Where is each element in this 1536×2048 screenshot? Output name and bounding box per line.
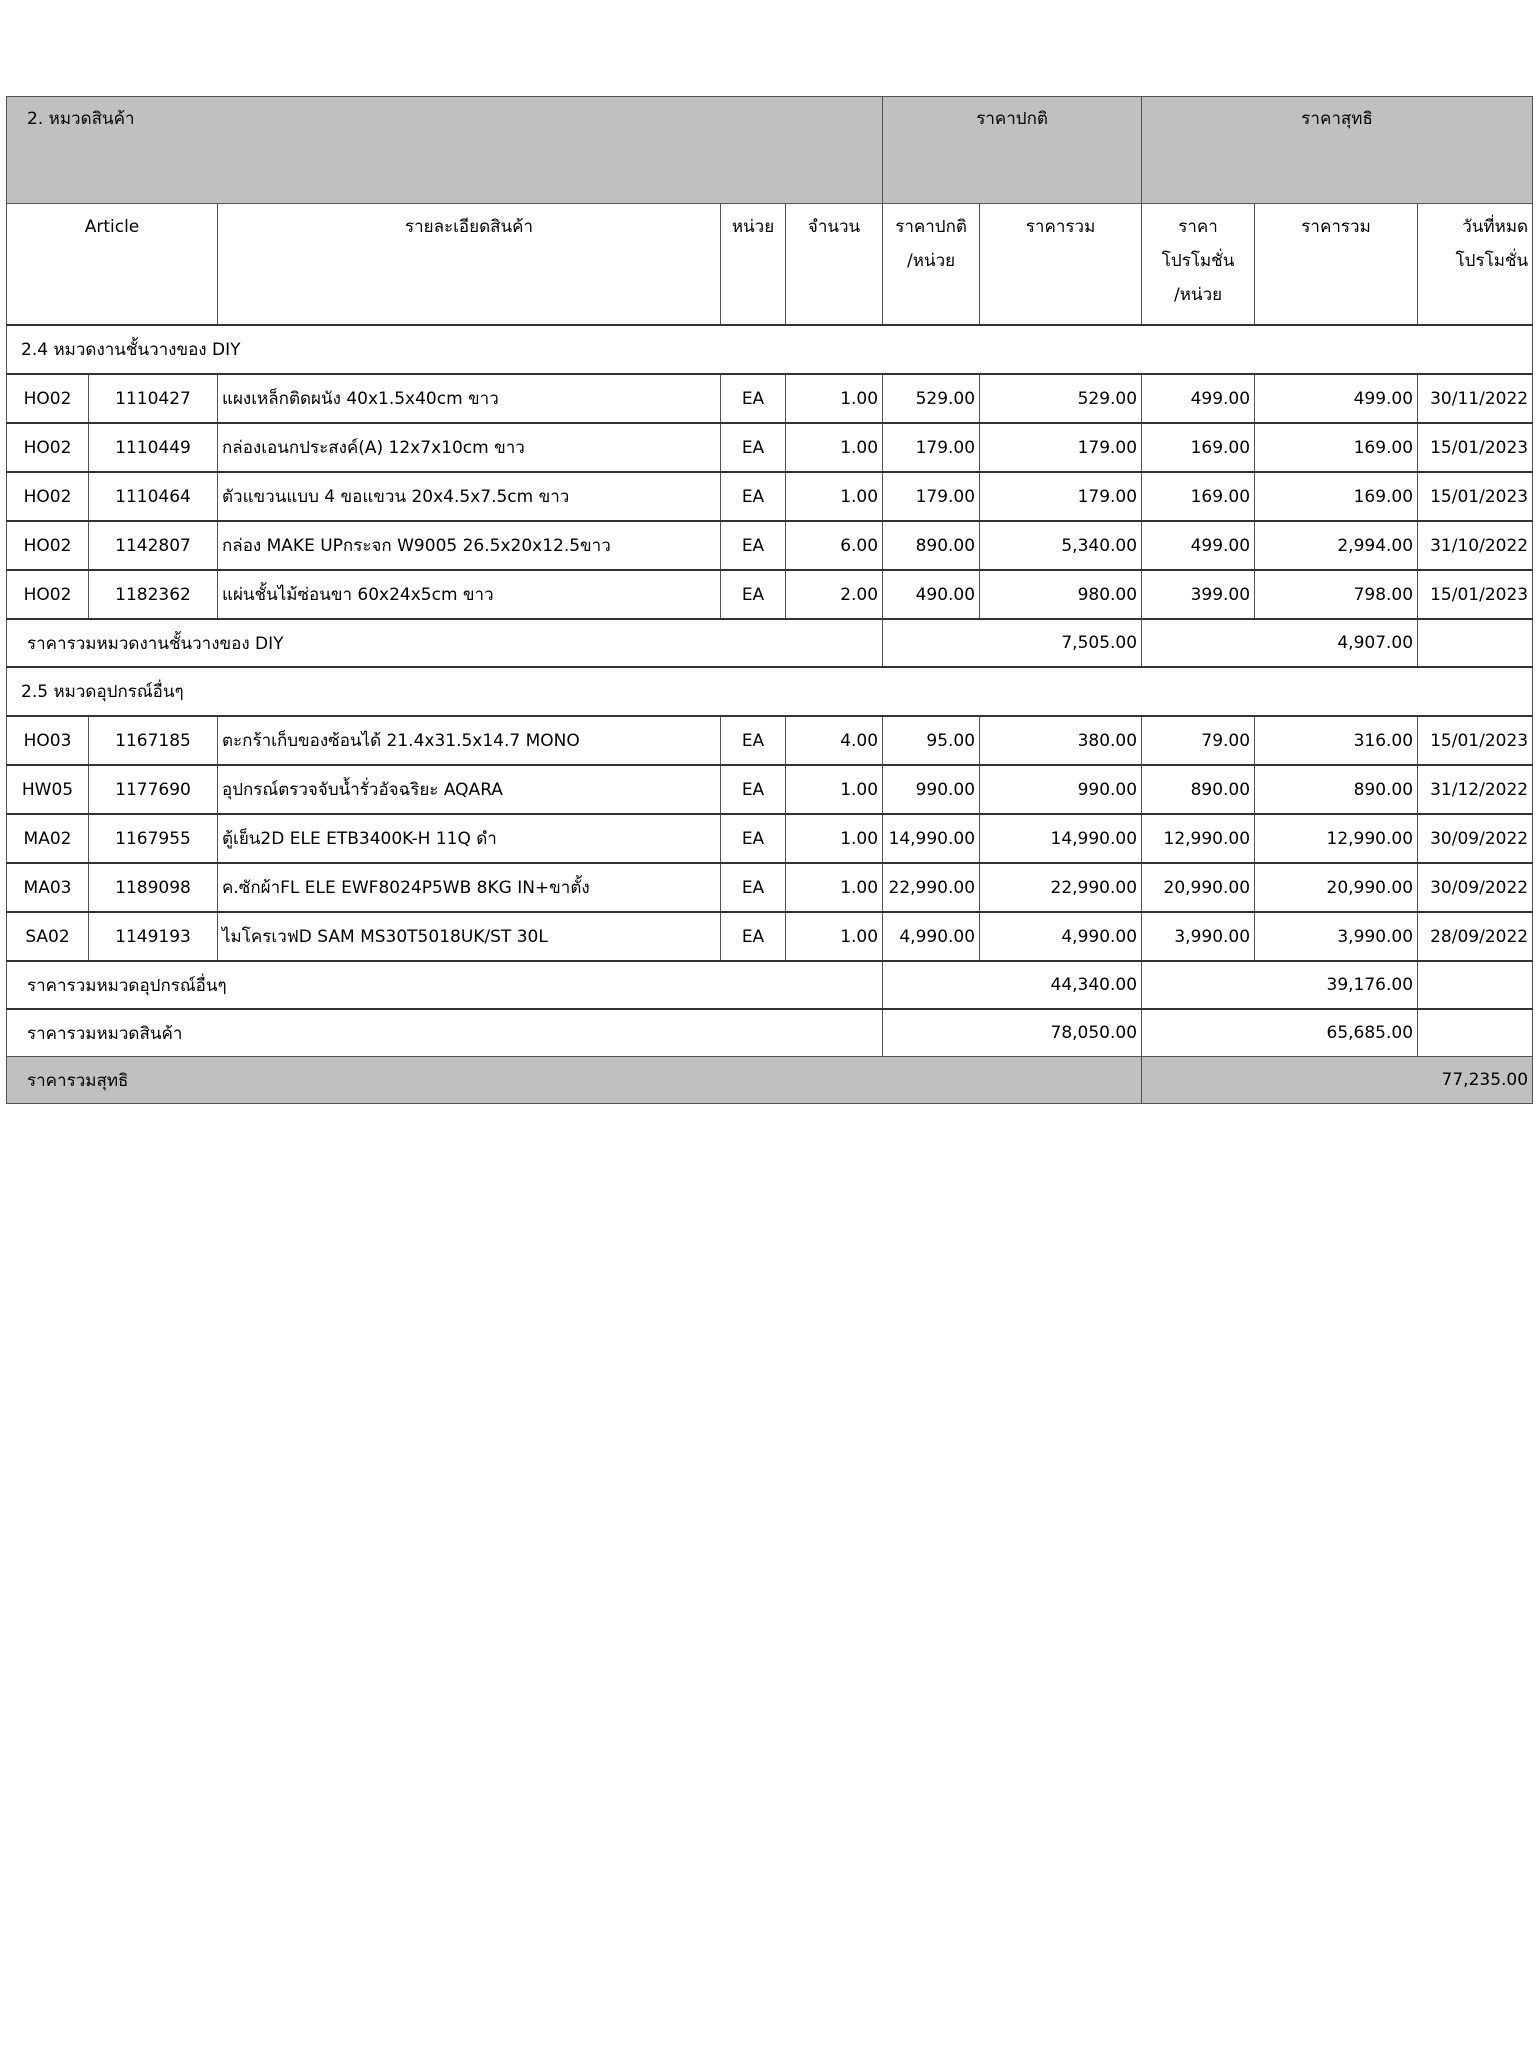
product-code: HO02 — [7, 374, 89, 423]
col-article: Article — [7, 204, 218, 326]
regular-unit-price: 95.00 — [883, 716, 980, 765]
unit: EA — [721, 423, 786, 472]
quantity: 2.00 — [786, 570, 883, 619]
subtotal-net: 4,907.00 — [1142, 619, 1418, 667]
col-description: รายละเอียดสินค้า — [218, 204, 721, 326]
product-description: กล่องเอนกประสงค์(A) 12x7x10cm ขาว — [218, 423, 721, 472]
quantity: 1.00 — [786, 863, 883, 912]
product-code: HO02 — [7, 521, 89, 570]
regular-total: 4,990.00 — [980, 912, 1142, 961]
quantity: 1.00 — [786, 423, 883, 472]
subtotal-label: ราคารวมหมวดอุปกรณ์อื่นๆ — [7, 961, 883, 1009]
regular-unit-price: 890.00 — [883, 521, 980, 570]
regular-total: 22,990.00 — [980, 863, 1142, 912]
net-price-header: ราคาสุทธิ — [1142, 97, 1533, 204]
category-total-regular: 78,050.00 — [883, 1009, 1142, 1057]
promo-unit-price: 499.00 — [1142, 521, 1255, 570]
promo-end-date: 15/01/2023 — [1418, 570, 1533, 619]
regular-total: 980.00 — [980, 570, 1142, 619]
article-number: 1110449 — [89, 423, 218, 472]
regular-total: 5,340.00 — [980, 521, 1142, 570]
regular-price-header: ราคาปกติ — [883, 97, 1142, 204]
col-reg-price — [883, 204, 980, 326]
category-total-label: ราคารวมหมวดสินค้า — [7, 1009, 883, 1057]
product-code: HO02 — [7, 570, 89, 619]
table-row — [7, 521, 1533, 570]
group-title-row — [7, 325, 1533, 374]
article-number: 1167955 — [89, 814, 218, 863]
promo-total: 12,990.00 — [1255, 814, 1418, 863]
product-description: กล่อง MAKE UPกระจก W9005 26.5x20x12.5ขาว — [218, 521, 721, 570]
unit: EA — [721, 472, 786, 521]
promo-total: 798.00 — [1255, 570, 1418, 619]
promo-end-date: 15/01/2023 — [1418, 716, 1533, 765]
promo-total: 20,990.00 — [1255, 863, 1418, 912]
col-qty: จำนวน — [786, 204, 883, 326]
product-description: แผงเหล็กติดผนัง 40x1.5x40cm ขาว — [218, 374, 721, 423]
article-number: 1189098 — [89, 863, 218, 912]
promo-unit-price: 79.00 — [1142, 716, 1255, 765]
product-code: MA03 — [7, 863, 89, 912]
article-number: 1182362 — [89, 570, 218, 619]
article-number: 1110464 — [89, 472, 218, 521]
category-total-net: 65,685.00 — [1142, 1009, 1418, 1057]
table-row — [7, 374, 1533, 423]
section-title: 2. หมวดสินค้า — [7, 97, 883, 204]
empty-cell — [1418, 619, 1533, 667]
quantity: 1.00 — [786, 765, 883, 814]
promo-total: 169.00 — [1255, 423, 1418, 472]
col-promo-end-line1: วันที่หมด — [1462, 217, 1529, 237]
promo-unit-price: 12,990.00 — [1142, 814, 1255, 863]
col-promo-end — [1418, 204, 1533, 326]
subtotal-regular: 7,505.00 — [883, 619, 1142, 667]
group-title: 2.4 หมวดงานชั้นวางของ DIY — [7, 325, 1533, 374]
product-description: ไมโครเวฟD SAM MS30T5018UK/ST 30L — [218, 912, 721, 961]
regular-unit-price: 490.00 — [883, 570, 980, 619]
grand-total-value: 77,235.00 — [1142, 1057, 1533, 1104]
regular-unit-price: 990.00 — [883, 765, 980, 814]
promo-end-date: 15/01/2023 — [1418, 423, 1533, 472]
product-description: ค.ซักผ้าFL ELE EWF8024P5WB 8KG IN+ขาตั้ง — [218, 863, 721, 912]
regular-unit-price: 179.00 — [883, 423, 980, 472]
promo-unit-price: 890.00 — [1142, 765, 1255, 814]
product-description: ตู้เย็น2D ELE ETB3400K-H 11Q ดำ — [218, 814, 721, 863]
group-subtotal-row — [7, 961, 1533, 1009]
article-number: 1149193 — [89, 912, 218, 961]
subtotal-label: ราคารวมหมวดงานชั้นวางของ DIY — [7, 619, 883, 667]
article-number: 1110427 — [89, 374, 218, 423]
grand-total-label: ราคารวมสุทธิ — [7, 1057, 1142, 1104]
group-title-row — [7, 667, 1533, 716]
empty-cell — [1418, 961, 1533, 1009]
regular-unit-price: 22,990.00 — [883, 863, 980, 912]
regular-total: 380.00 — [980, 716, 1142, 765]
product-code: HO02 — [7, 472, 89, 521]
quantity: 1.00 — [786, 374, 883, 423]
product-code: SA02 — [7, 912, 89, 961]
promo-total: 499.00 — [1255, 374, 1418, 423]
table-row — [7, 912, 1533, 961]
unit: EA — [721, 912, 786, 961]
unit: EA — [721, 716, 786, 765]
table-row — [7, 814, 1533, 863]
regular-total: 990.00 — [980, 765, 1142, 814]
table-row — [7, 472, 1533, 521]
regular-unit-price: 179.00 — [883, 472, 980, 521]
promo-end-date: 30/09/2022 — [1418, 863, 1533, 912]
table-row — [7, 423, 1533, 472]
quantity: 1.00 — [786, 814, 883, 863]
col-reg-total: ราคารวม — [980, 204, 1142, 326]
promo-unit-price: 169.00 — [1142, 423, 1255, 472]
subtotal-net: 39,176.00 — [1142, 961, 1418, 1009]
unit: EA — [721, 863, 786, 912]
group-title: 2.5 หมวดอุปกรณ์อื่นๆ — [7, 667, 1533, 716]
product-code: MA02 — [7, 814, 89, 863]
table-row — [7, 863, 1533, 912]
column-header-row — [7, 204, 1533, 326]
article-number: 1177690 — [89, 765, 218, 814]
price-document — [6, 96, 1532, 1104]
product-description: แผ่นชั้นไม้ซ่อนขา 60x24x5cm ขาว — [218, 570, 721, 619]
promo-unit-price: 499.00 — [1142, 374, 1255, 423]
promo-total: 890.00 — [1255, 765, 1418, 814]
article-number: 1167185 — [89, 716, 218, 765]
col-promo-price-line2: โปรโมชั่น — [1161, 251, 1235, 271]
promo-end-date: 28/09/2022 — [1418, 912, 1533, 961]
col-promo-price — [1142, 204, 1255, 326]
category-total-row — [7, 1009, 1533, 1057]
product-code: HO03 — [7, 716, 89, 765]
col-promo-price-line3: /หน่วย — [1174, 285, 1223, 305]
quantity: 1.00 — [786, 912, 883, 961]
group-subtotal-row — [7, 619, 1533, 667]
promo-total: 3,990.00 — [1255, 912, 1418, 961]
promo-total: 2,994.00 — [1255, 521, 1418, 570]
col-promo-price-line1: ราคา — [1178, 217, 1218, 237]
article-number: 1142807 — [89, 521, 218, 570]
promo-unit-price: 169.00 — [1142, 472, 1255, 521]
regular-unit-price: 529.00 — [883, 374, 980, 423]
col-promo-end-line2: โปรโมชั่น — [1455, 251, 1529, 271]
product-description: ตัวแขวนแบบ 4 ขอแขวน 20x4.5x7.5cm ขาว — [218, 472, 721, 521]
table-row — [7, 570, 1533, 619]
unit: EA — [721, 765, 786, 814]
promo-end-date: 30/09/2022 — [1418, 814, 1533, 863]
promo-unit-price: 3,990.00 — [1142, 912, 1255, 961]
col-promo-total: ราคารวม — [1255, 204, 1418, 326]
product-description: อุปกรณ์ตรวจจับน้ำรั่วอัจฉริยะ AQARA — [218, 765, 721, 814]
col-unit: หน่วย — [721, 204, 786, 326]
quantity: 6.00 — [786, 521, 883, 570]
header-group-row — [7, 97, 1533, 204]
unit: EA — [721, 521, 786, 570]
regular-total: 179.00 — [980, 423, 1142, 472]
table-row — [7, 765, 1533, 814]
quantity: 4.00 — [786, 716, 883, 765]
promo-end-date: 31/10/2022 — [1418, 521, 1533, 570]
unit: EA — [721, 374, 786, 423]
product-code: HW05 — [7, 765, 89, 814]
regular-total: 14,990.00 — [980, 814, 1142, 863]
promo-end-date: 31/12/2022 — [1418, 765, 1533, 814]
regular-total: 179.00 — [980, 472, 1142, 521]
promo-end-date: 30/11/2022 — [1418, 374, 1533, 423]
promo-unit-price: 399.00 — [1142, 570, 1255, 619]
price-table — [6, 96, 1533, 1104]
col-reg-price-line2: /หน่วย — [907, 251, 956, 271]
subtotal-regular: 44,340.00 — [883, 961, 1142, 1009]
quantity: 1.00 — [786, 472, 883, 521]
grand-total-row — [7, 1057, 1533, 1104]
empty-cell — [1418, 1009, 1533, 1057]
promo-total: 169.00 — [1255, 472, 1418, 521]
unit: EA — [721, 814, 786, 863]
table-row — [7, 716, 1533, 765]
product-description: ตะกร้าเก็บของซ้อนได้ 21.4x31.5x14.7 MONO — [218, 716, 721, 765]
regular-total: 529.00 — [980, 374, 1142, 423]
product-code: HO02 — [7, 423, 89, 472]
promo-total: 316.00 — [1255, 716, 1418, 765]
promo-end-date: 15/01/2023 — [1418, 472, 1533, 521]
regular-unit-price: 14,990.00 — [883, 814, 980, 863]
unit: EA — [721, 570, 786, 619]
promo-unit-price: 20,990.00 — [1142, 863, 1255, 912]
col-reg-price-line1: ราคาปกติ — [895, 217, 967, 237]
regular-unit-price: 4,990.00 — [883, 912, 980, 961]
